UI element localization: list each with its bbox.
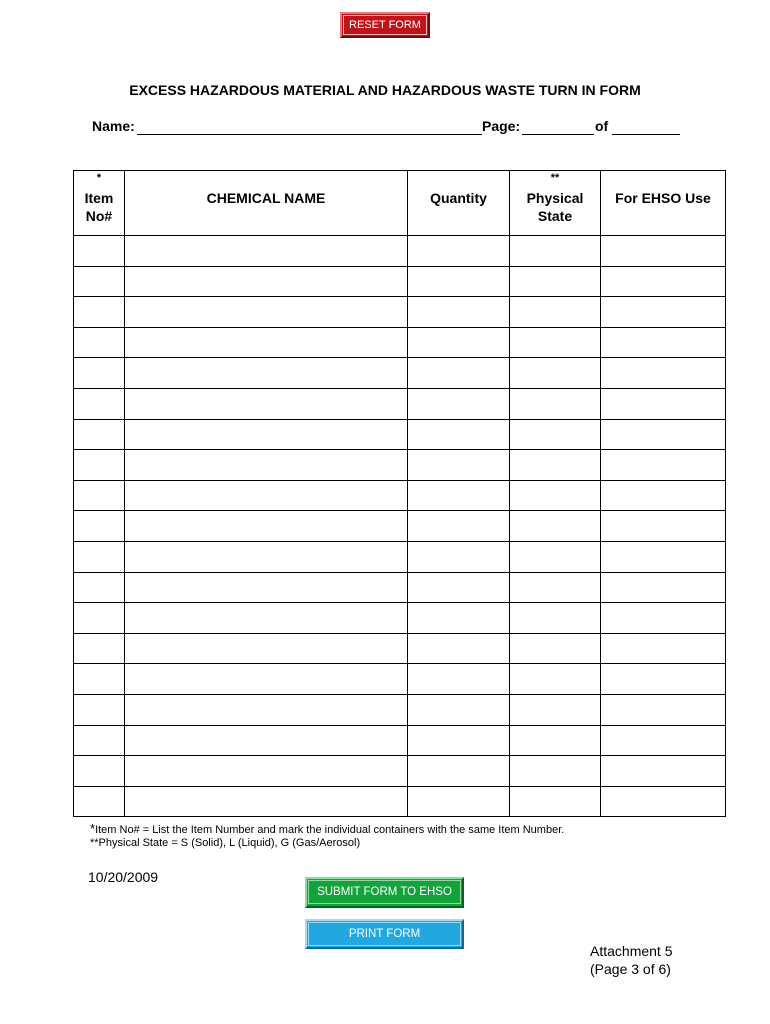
quantity-cell[interactable] (408, 327, 510, 358)
chemical-name-marker (125, 171, 407, 185)
item-no-cell[interactable] (74, 419, 125, 450)
ehso-use-cell[interactable] (601, 388, 726, 419)
table-row (74, 388, 726, 419)
ehso-use-cell[interactable] (601, 786, 726, 817)
reset-form-label: RESET FORM (343, 15, 427, 35)
physical-state-note: **Physical State = S (Solid), L (Liquid), G (Gas/Aerosol) (90, 837, 361, 849)
form-title: EXCESS HAZARDOUS MATERIAL AND HAZARDOUS WASTE TURN IN FORM (129, 82, 641, 98)
ehso-use-cell[interactable] (601, 358, 726, 389)
item-no-cell[interactable] (74, 388, 125, 419)
quantity-cell[interactable] (408, 694, 510, 725)
column-header-quantity (408, 171, 510, 236)
page-total-field[interactable] (612, 134, 680, 135)
of-label: of (595, 118, 609, 134)
chemical-name-cell[interactable] (125, 511, 408, 542)
table-row (74, 725, 726, 756)
page-number-field[interactable] (522, 134, 594, 135)
ehso-use-cell[interactable] (601, 511, 726, 542)
table-row (74, 511, 726, 542)
item-no-cell[interactable] (74, 633, 125, 664)
physical-state-cell[interactable] (510, 756, 601, 787)
table-header-row (74, 171, 726, 236)
quantity-marker (408, 171, 509, 185)
ehso-use-cell[interactable] (601, 603, 726, 634)
chemical-name-cell[interactable] (125, 541, 408, 572)
ehso-use-cell[interactable] (601, 236, 726, 267)
quantity-cell[interactable] (408, 480, 510, 511)
attachment-line: Attachment 5 (590, 943, 673, 959)
table-row (74, 450, 726, 481)
reset-form-button[interactable] (340, 12, 430, 38)
chemical-name-cell[interactable] (125, 327, 408, 358)
quantity-header-label: Quantity (430, 190, 487, 206)
chemical-name-header-label: CHEMICAL NAME (206, 190, 326, 206)
item-no-cell[interactable] (74, 450, 125, 481)
quantity-cell[interactable] (408, 236, 510, 267)
item-no-cell[interactable] (74, 266, 125, 297)
column-header-ehso-use (601, 171, 726, 236)
quantity-cell[interactable] (408, 541, 510, 572)
physical-state-cell[interactable] (510, 450, 601, 481)
item-no-cell[interactable] (74, 327, 125, 358)
physical-state-cell[interactable] (510, 572, 601, 603)
table-row (74, 297, 726, 328)
ehso-use-cell[interactable] (601, 725, 726, 756)
physical-state-cell[interactable] (510, 511, 601, 542)
quantity-cell[interactable] (408, 266, 510, 297)
column-header-chemical-name (125, 171, 408, 236)
item-no-cell[interactable] (74, 725, 125, 756)
table-row (74, 327, 726, 358)
item-no-cell[interactable] (74, 603, 125, 634)
ehso-use-cell[interactable] (601, 327, 726, 358)
physical-state-cell[interactable] (510, 786, 601, 817)
table-row (74, 786, 726, 817)
table-row (74, 633, 726, 664)
physical-state-cell[interactable] (510, 388, 601, 419)
chemical-name-cell[interactable] (125, 603, 408, 634)
chemical-name-cell[interactable] (125, 694, 408, 725)
item-no-cell[interactable] (74, 297, 125, 328)
physical-state-cell[interactable] (510, 266, 601, 297)
ehso-use-cell[interactable] (601, 266, 726, 297)
chemical-name-cell[interactable] (125, 756, 408, 787)
quantity-cell[interactable] (408, 511, 510, 542)
table-row (74, 603, 726, 634)
item-no-note-text: Item No# = List the Item Number and mark the individual containers with the same Item Number. (95, 824, 565, 836)
chemical-name-cell[interactable] (125, 480, 408, 511)
chemical-name-cell[interactable] (125, 572, 408, 603)
chemical-name-cell[interactable] (125, 419, 408, 450)
quantity-cell[interactable] (408, 786, 510, 817)
table-row (74, 358, 726, 389)
item-no-cell[interactable] (74, 236, 125, 267)
quantity-cell[interactable] (408, 664, 510, 695)
quantity-cell[interactable] (408, 358, 510, 389)
ehso-use-cell[interactable] (601, 694, 726, 725)
physical-state-cell[interactable] (510, 419, 601, 450)
ehso-use-cell[interactable] (601, 297, 726, 328)
table-row (74, 664, 726, 695)
chemical-name-cell[interactable] (125, 664, 408, 695)
turn-in-table (73, 170, 726, 817)
ehso-use-cell[interactable] (601, 572, 726, 603)
physical-state-cell[interactable] (510, 297, 601, 328)
quantity-cell[interactable] (408, 297, 510, 328)
ehso-use-header-label: For EHSO Use (615, 190, 711, 206)
table-row (74, 694, 726, 725)
physical-state-cell[interactable] (510, 603, 601, 634)
chemical-name-cell[interactable] (125, 450, 408, 481)
physical-state-header-label: Physical State (526, 190, 584, 224)
quantity-cell[interactable] (408, 756, 510, 787)
physical-state-cell[interactable] (510, 480, 601, 511)
ehso-use-cell[interactable] (601, 450, 726, 481)
physical-state-cell[interactable] (510, 664, 601, 695)
item-no-cell[interactable] (74, 664, 125, 695)
name-label: Name: (92, 118, 135, 134)
item-no-cell[interactable] (74, 541, 125, 572)
ehso-use-cell[interactable] (601, 541, 726, 572)
quantity-cell[interactable] (408, 419, 510, 450)
physical-state-cell[interactable] (510, 541, 601, 572)
quantity-cell[interactable] (408, 633, 510, 664)
item-no-marker: * (96, 172, 102, 184)
chemical-name-cell[interactable] (125, 633, 408, 664)
table-row (74, 266, 726, 297)
ehso-use-cell[interactable] (601, 756, 726, 787)
ehso-use-cell[interactable] (601, 664, 726, 695)
ehso-use-marker (601, 171, 725, 185)
physical-state-cell[interactable] (510, 236, 601, 267)
physical-state-cell[interactable] (510, 725, 601, 756)
page-label: Page: (482, 118, 521, 134)
quantity-cell[interactable] (408, 450, 510, 481)
quantity-cell[interactable] (408, 725, 510, 756)
quantity-cell[interactable] (408, 388, 510, 419)
attachment-label (590, 942, 673, 978)
chemical-name-cell[interactable] (125, 358, 408, 389)
form-date: 10/20/2009 (88, 869, 159, 885)
print-form-button[interactable] (305, 919, 464, 949)
item-no-note-marker: * (90, 821, 96, 836)
table-row (74, 541, 726, 572)
chemical-name-cell[interactable] (125, 236, 408, 267)
chemical-name-cell[interactable] (125, 786, 408, 817)
quantity-cell[interactable] (408, 572, 510, 603)
submit-form-label: SUBMIT FORM TO EHSO (308, 880, 461, 904)
item-no-note (90, 821, 564, 836)
submit-form-button[interactable] (305, 877, 464, 908)
chemical-name-cell[interactable] (125, 266, 408, 297)
item-no-header-label: Item No# (84, 190, 114, 224)
physical-state-cell[interactable] (510, 694, 601, 725)
column-header-physical-state (510, 171, 601, 236)
table-row (74, 236, 726, 267)
name-field[interactable] (137, 134, 482, 135)
physical-state-cell[interactable] (510, 358, 601, 389)
attachment-page-line: (Page 3 of 6) (590, 961, 671, 977)
physical-state-cell[interactable] (510, 327, 601, 358)
ehso-use-cell[interactable] (601, 419, 726, 450)
physical-state-cell[interactable] (510, 633, 601, 664)
item-no-cell[interactable] (74, 786, 125, 817)
print-form-label: PRINT FORM (308, 922, 461, 946)
item-no-cell[interactable] (74, 572, 125, 603)
ehso-use-cell[interactable] (601, 480, 726, 511)
table-row (74, 572, 726, 603)
table-row (74, 480, 726, 511)
table-body (74, 236, 726, 817)
table-row (74, 419, 726, 450)
chemical-name-cell[interactable] (125, 725, 408, 756)
item-no-cell[interactable] (74, 694, 125, 725)
physical-state-marker: ** (550, 172, 560, 184)
chemical-name-cell[interactable] (125, 388, 408, 419)
item-no-cell[interactable] (74, 511, 125, 542)
ehso-use-cell[interactable] (601, 633, 726, 664)
item-no-cell[interactable] (74, 480, 125, 511)
table-row (74, 756, 726, 787)
chemical-name-cell[interactable] (125, 297, 408, 328)
item-no-cell[interactable] (74, 358, 125, 389)
quantity-cell[interactable] (408, 603, 510, 634)
column-header-item-no (74, 171, 125, 236)
item-no-cell[interactable] (74, 756, 125, 787)
